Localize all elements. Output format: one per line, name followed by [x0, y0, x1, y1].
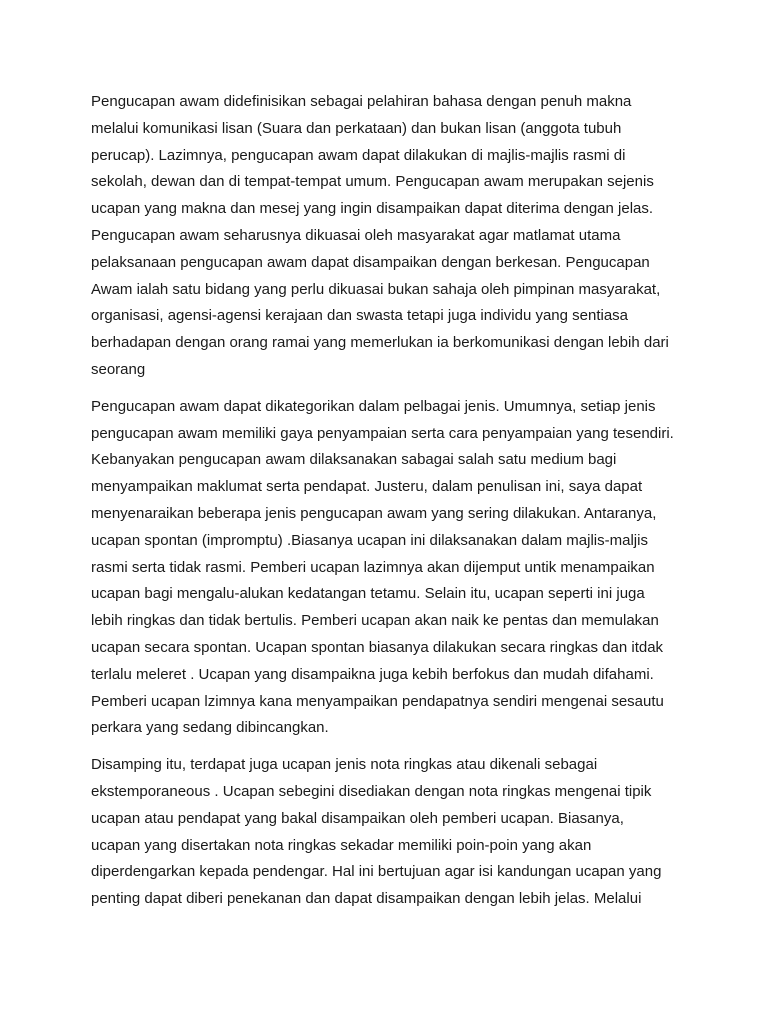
- text-line: pelaksanaan pengucapan awam dapat disampaikan dengan berkesan. Pengucapan: [91, 253, 650, 271]
- text-line: seorang: [91, 360, 146, 378]
- text-line: Awam ialah satu bidang yang perlu dikuasai bukan sahaja oleh pimpinan masyarakat,: [91, 280, 661, 298]
- text-line: perucap). Lazimnya, pengucapan awam dapat dilakukan di majlis-majlis rasmi di: [91, 146, 626, 164]
- text-line: pengucapan awam memiliki gaya penyampaian serta cara penyampaian yang tesendiri.: [91, 424, 674, 442]
- text-line: terlalu meleret . Ucapan yang disampaikna juga kebih berfokus dan mudah difahami.: [91, 665, 654, 683]
- text-line: melalui komunikasi lisan (Suara dan perkataan) dan bukan lisan (anggota tubuh: [91, 119, 622, 137]
- text-line: menyampaikan maklumat serta pendapat. Justeru, dalam penulisan ini, saya dapat: [91, 478, 643, 496]
- text-line: organisasi, agensi-agensi kerajaan dan swasta tetapi juga individu yang sentiasa: [91, 307, 629, 325]
- document-body: [91, 89, 691, 913]
- text-line: ucapan bagi mengalu-alukan kedatangan tetamu. Selain itu, ucapan seperti ini juga: [91, 585, 645, 603]
- paragraph-3: [91, 752, 691, 913]
- text-line: ucapan yang disertakan nota ringkas sekadar memiliki poin-poin yang akan: [91, 836, 592, 854]
- text-line: Pengucapan awam didefinisikan sebagai pelahiran bahasa dengan penuh makna: [91, 93, 632, 110]
- text-line: diperdengarkan kepada pendengar. Hal ini bertujuan agar isi kandungan ucapan yang: [91, 863, 662, 881]
- text-line: menyenaraikan beberapa jenis pengucapan awam yang sering dilakukan. Antaranya,: [91, 504, 657, 522]
- text-line: Pengucapan awam dapat dikategorikan dalam pelbagai jenis. Umumnya, setiap jenis: [91, 397, 656, 415]
- text-line: Kebanyakan pengucapan awam dilaksanakan sabagai salah satu medium bagi: [91, 451, 617, 469]
- text-line: ucapan secara spontan. Ucapan spontan biasanya dilakukan secara ringkas dan itdak: [91, 638, 664, 656]
- text-line: Disamping itu, terdapat juga ucapan jenis nota ringkas atau dikenali sebagai: [91, 756, 598, 774]
- paragraph-1: [91, 89, 691, 384]
- text-line: berhadapan dengan orang ramai yang memerlukan ia berkomunikasi dengan lebih dari: [91, 334, 669, 352]
- text-line: sekolah, dewan dan di tempat-tempat umum. Pengucapan awam merupakan sejenis: [91, 173, 654, 191]
- paragraph-2: [91, 394, 691, 742]
- text-line: ekstemporaneous . Ucapan sebegini disediakan dengan nota ringkas mengenai tipik: [91, 782, 652, 800]
- text-line: penting dapat diberi penekanan dan dapat disampaikan dengan lebih jelas. Melalui: [91, 890, 642, 908]
- text-line: ucapan atau pendapat yang bakal disampaikan oleh pemberi ucapan. Biasanya,: [91, 809, 624, 827]
- text-line: ucapan spontan (impromptu) .Biasanya ucapan ini dilaksanakan dalam majlis-maljis: [91, 531, 648, 549]
- text-line: lebih ringkas dan tidak bertulis. Pemberi ucapan akan naik ke pentas dan memulakan: [91, 612, 659, 630]
- text-line: perkara yang sedang dibincangkan.: [91, 719, 329, 737]
- text-line: Pemberi ucapan lzimnya kana menyampaikan pendapatnya sendiri mengenai sesautu: [91, 692, 664, 710]
- text-line: ucapan yang makna dan mesej yang ingin disampaikan dapat diterima dengan jelas.: [91, 200, 654, 218]
- text-line: Pengucapan awam seharusnya dikuasai oleh masyarakat agar matlamat utama: [91, 226, 621, 244]
- text-line: rasmi serta tidak rasmi. Pemberi ucapan lazimnya akan dijemput untik menampaikan: [91, 558, 655, 576]
